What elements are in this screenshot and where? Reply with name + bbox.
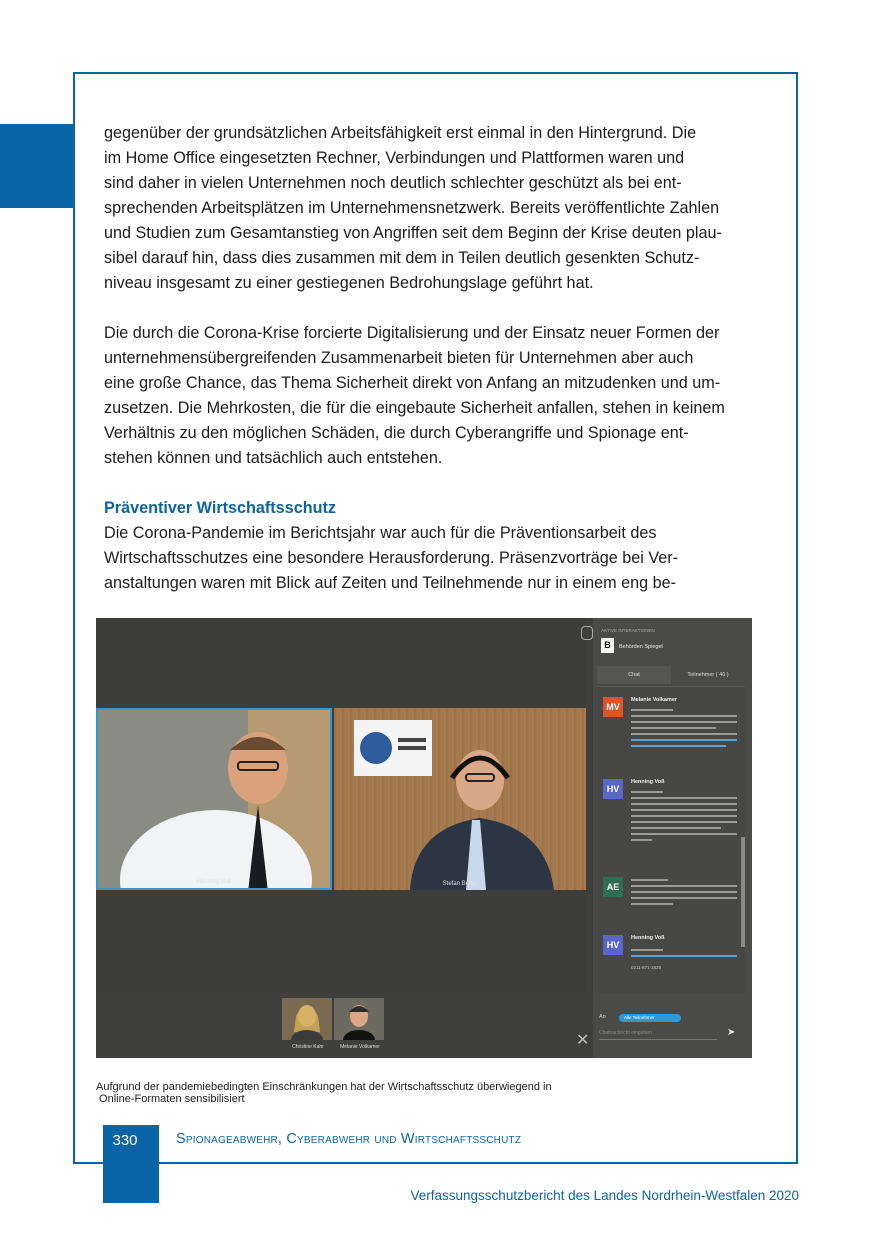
video-area	[96, 618, 586, 993]
paragraph-1	[104, 121, 780, 296]
tools-icon: ✕	[576, 1032, 590, 1049]
caption-line: Aufgrund der pandemiebedingten Einschränkungen hat der Wirtschaftsschutz überwiegend in	[96, 1081, 552, 1093]
chapter-marker-tab	[0, 124, 75, 208]
video-name-tag: Stefan Berke	[442, 881, 478, 887]
avatar: AE	[603, 877, 623, 897]
sender-name: Henning Voß	[631, 935, 665, 941]
text-line: im Home Office eingesetzten Rechner, Verbindungen und Plattformen waren und	[104, 149, 685, 167]
figure-caption	[96, 1081, 736, 1105]
video-tile-speaker	[96, 708, 332, 890]
text-line: sind daher in vielen Unternehmen noch deutlich schlechter geschützt als bei ent-	[104, 174, 682, 192]
chat-log	[597, 686, 745, 993]
text-line: unternehmensübergreifenden Zusammenarbeit bieten für Unternehmen aber auch	[104, 349, 694, 367]
video-conference-photo	[96, 618, 752, 1058]
text-line: anstaltungen waren mit Blick auf Zeiten und Teilnehmende nur in einem eng be-	[104, 574, 677, 592]
behoerden-spiegel-logo: B	[601, 638, 614, 653]
text-line: eine große Chance, das Thema Sicherheit direkt von Anfang an mitzudenken und um-	[104, 374, 721, 392]
chapter-title: Spionageabwehr, Cyberabwehr und Wirtschaftsschutz	[176, 1131, 522, 1147]
text-line: niveau insgesamt zu einer gestiegenen Bedrohungslage geführt hat.	[104, 274, 594, 292]
send-icon[interactable]: ➤	[727, 1027, 736, 1038]
thumbnail-participant	[282, 998, 332, 1040]
thumbnail-name: Christine Kahr	[292, 1044, 324, 1050]
section-praevention	[104, 496, 780, 596]
text-line: sibel darauf hin, dass dies zusammen mit dem in Teilen deutlich gesenkten Schutz-	[104, 249, 700, 267]
thumbnail-participant	[334, 998, 384, 1040]
publication-title: Verfassungsschutzbericht des Landes Nordrhein-Westfalen 2020	[410, 1188, 799, 1203]
text-line: zusetzen. Die Mehrkosten, die für die eingebaute Sicherheit anfallen, stehen in keinem	[104, 399, 725, 417]
page-number-box	[103, 1125, 159, 1203]
text-line: und Studien zum Gesamtanstieg von Angriffen seit dem Beginn der Krise deuten plau-	[104, 224, 722, 242]
caption-line: Online-Formaten sensibilisiert	[96, 1093, 245, 1105]
thumbnail-person-image	[282, 998, 332, 1040]
text-line: sprechenden Arbeitsplätzen im Unternehmensnetzwerk. Bereits veröffentlichte Zahlen	[104, 199, 720, 217]
interaction-panel	[593, 618, 752, 1058]
person-speaking-image	[98, 710, 332, 890]
recipient-label: An	[599, 1014, 606, 1020]
text-line: Die Corona-Pandemie im Berichtsjahr war auch für die Präventionsarbeit des	[104, 524, 657, 542]
chat-scrollbar[interactable]	[741, 837, 745, 947]
thumbnail-name: Melanie Volkamer	[340, 1044, 380, 1050]
section-heading: Präventiver Wirtschaftsschutz	[104, 499, 336, 517]
panel-title: Behörden Spiegel	[619, 644, 663, 650]
avatar: HV	[603, 935, 623, 955]
text-line: gegenüber der grundsätzlichen Arbeitsfähigkeit erst einmal in den Hintergrund. Die	[104, 124, 697, 142]
text-line: Die durch die Corona-Krise forcierte Digitalisierung und der Einsatz neuer Formen der	[104, 324, 720, 342]
tab-chat[interactable]: Chat	[597, 666, 671, 684]
paragraph-2	[104, 321, 780, 471]
participant-thumbnails	[282, 998, 386, 1058]
sender-name: Melanie Volkamer	[631, 697, 678, 703]
sender-name: Henning Voß	[631, 779, 665, 785]
page-number: 330	[112, 1132, 138, 1149]
person-headset-image	[334, 708, 586, 890]
panel-overline: AKTIVE INTERAKTIONEN	[601, 628, 655, 633]
tab-participants[interactable]: Teilnehmer ( 46 )	[687, 672, 729, 678]
message-input[interactable]: Chatnachricht eingeben	[599, 1030, 717, 1040]
text-line: Wirtschaftsschutzes eine besondere Herausforderung. Präsenzvorträge bei Ver-	[104, 549, 679, 567]
video-name-tag: Henning Voß	[196, 879, 232, 885]
text-line: Verhältnis zu den möglichen Schäden, die durch Cyberangriffe und Spionage ent-	[104, 424, 689, 442]
text-line: stehen können und tatsächlich auch entstehen.	[104, 449, 443, 467]
recipient-select[interactable]: Alle Teilnehmer	[619, 1014, 681, 1022]
phone-number: 0211-871-2828	[631, 965, 662, 970]
hand-icon	[581, 626, 593, 640]
avatar: MV	[603, 697, 623, 717]
video-tile-guest	[334, 708, 586, 890]
thumbnail-person-image	[334, 998, 384, 1040]
avatar: HV	[603, 779, 623, 799]
